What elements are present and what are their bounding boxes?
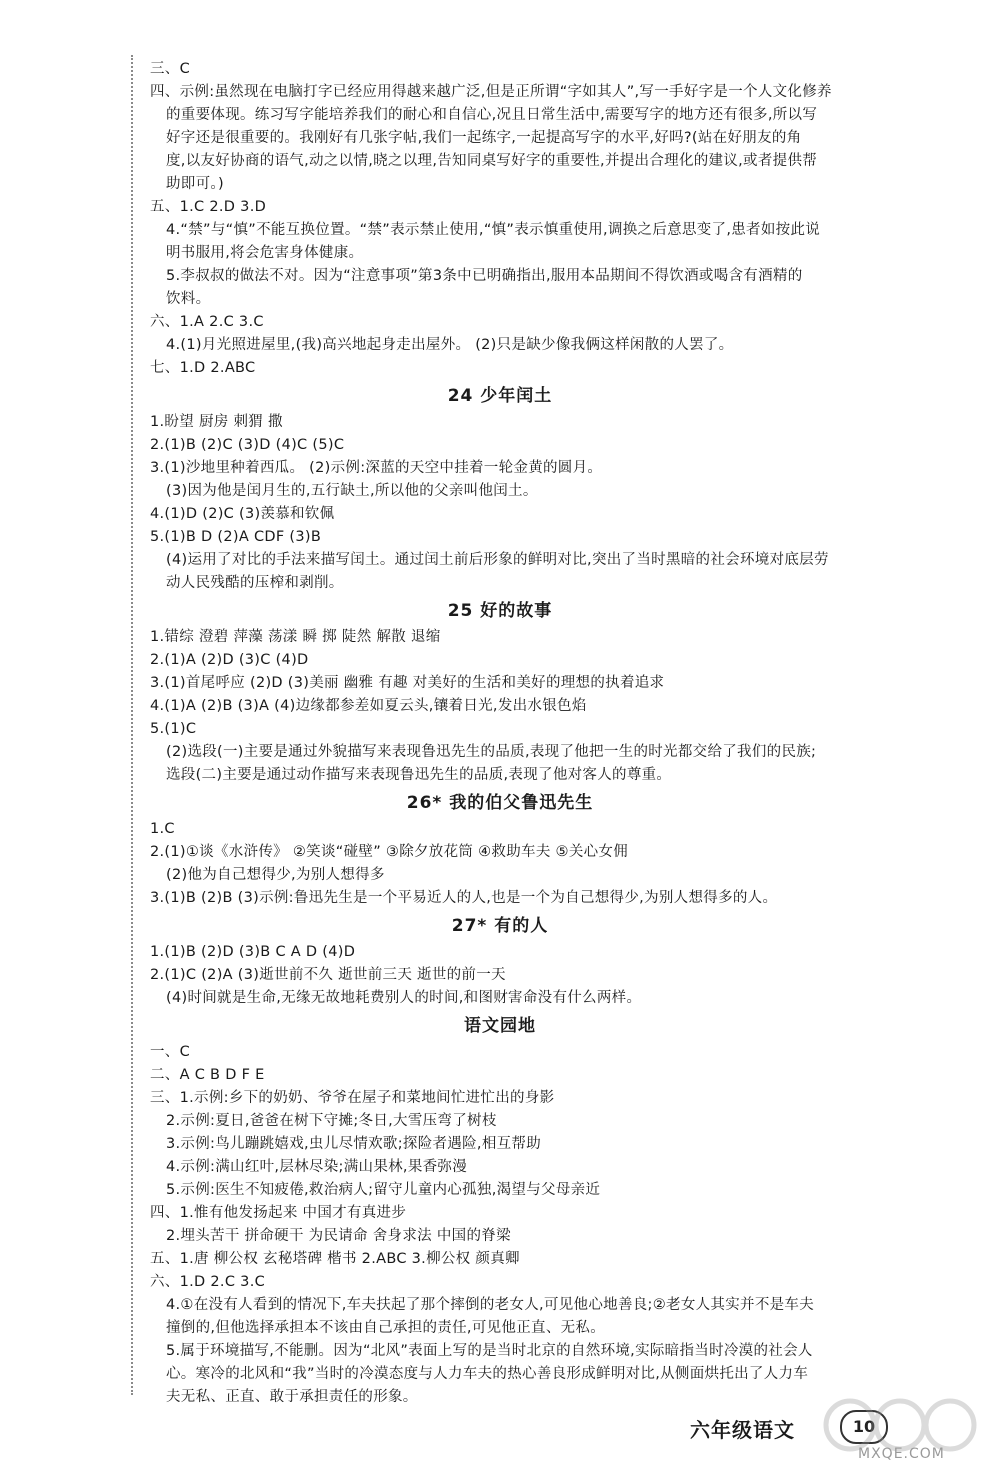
answer-line: 明书服用,将会危害身体健康。 [166,245,364,261]
answer-line: 3.(1)B (2)B (3)示例:鲁迅先生是一个平易近人的人,也是一个为自己想得少,为别人想得多的人。 [150,890,778,906]
section-heading: 26* 我的伯父鲁迅先生 [406,793,594,813]
answer-line: 心。寒冷的北风和“我”当时的冷漠态度与人力车夫的热心善良形成鲜明对比,从侧面烘托出了人力车 [166,1366,809,1382]
answer-line: 助即可。) [166,176,224,192]
answer-line: 3.(1)沙地里种着西瓜。 (2)示例:深蓝的天空中挂着一轮金黄的圆月。 [150,460,603,476]
answer-line: 4.(1)D (2)C (3)羡慕和钦佩 [150,506,335,522]
answer-line: 夫无私、正直、敢于承担责任的形象。 [166,1389,418,1405]
answer-line: 度,以友好协商的语气,动之以情,晓之以理,告知同桌写好字的重要性,并提出合理化的建议,或者提供帮 [166,153,818,169]
answer-line: 2.(1)B (2)C (3)D (4)C (5)C [150,437,345,453]
answer-line: 2.(1)C (2)A (3)逝世前不久 逝世前三天 逝世的前一天 [150,967,506,983]
answer-line: 2.埋头苦干 拼命硬干 为民请命 舍身求法 中国的脊梁 [166,1228,511,1244]
section-heading: 27* 有的人 [451,916,549,936]
answer-line: 1.错综 澄碧 萍藻 荡漾 瞬 掷 陡然 解散 退缩 [150,629,441,645]
answer-line: 1.盼望 厨房 刺猬 撒 [150,414,283,430]
answer-line: 2.(1)A (2)D (3)C (4)D [150,652,309,668]
section-heading: 25 好的故事 [447,601,553,621]
answer-line: 选段(二)主要是通过动作描写来表现鲁迅先生的品质,表现了他对客人的尊重。 [166,767,672,783]
answer-line: 动人民残酷的压榨和剥削。 [166,575,344,591]
answer-line: 2.示例:夏日,爸爸在树下守摊;冬日,大雪压弯了树枝 [166,1113,497,1129]
answer-line: 二、A C B D F E [150,1067,265,1083]
answer-content [150,58,850,1409]
answer-line: 4.(1)A (2)B (3)A (4)边缘都参差如夏云头,镶着日光,发出水银色焰 [150,698,587,714]
answer-line: 5.李叔叔的做法不对。因为“注意事项”第3条中已明确指出,服用本品期间不得饮酒或喝含有酒精的 [166,268,803,284]
answer-line: 4.“禁”与“慎”不能互换位置。“禁”表示禁止使用,“慎”表示慎重使用,调换之后意思变了,患者如按此说 [166,222,821,238]
answer-line: (4)运用了对比的手法来描写闰土。通过闰土前后形象的鲜明对比,突出了当时黑暗的社会环境对底层劳 [166,552,829,568]
answer-line: (2)他为自己想得少,为别人想得多 [166,867,385,883]
section-heading: 语文园地 [464,1016,536,1036]
answer-line: 1.(1)B (2)D (3)B C A D (4)D [150,944,356,960]
answer-line: 3.示例:鸟儿蹦跳嬉戏,虫儿尽情欢歌;探险者遇险,相互帮助 [166,1136,542,1152]
answer-line: 撞倒的,但他选择承担本不该由自己承担的责任,可见他正直、无私。 [166,1320,606,1336]
answer-line: 4.①在没有人看到的情况下,车夫扶起了那个摔倒的老女人,可见他心地善良;②老女人其实并不是车夫 [166,1297,815,1313]
binding-margin-line [131,55,133,1395]
answer-line: 5.示例:医生不知疲倦,救治病人;留守儿童内心孤独,渴望与父母亲近 [166,1182,601,1198]
answer-line: 1.C [150,821,175,837]
answer-line: 五、1.C 2.D 3.D [150,199,267,215]
answer-line: 5.(1)C [150,721,197,737]
answer-line: 六、1.D 2.C 3.C [150,1274,266,1290]
answer-line: 四、1.惟有他发扬起来 中国才有真进步 [150,1205,407,1221]
grade-subject-label: 六年级语文 [690,1418,795,1442]
answer-line: 饮料。 [166,291,211,307]
answer-line: 三、1.示例:乡下的奶奶、爷爷在屋子和菜地间忙进忙出的身影 [150,1090,555,1106]
answer-line: (3)因为他是闰月生的,五行缺土,所以他的父亲叫他闰土。 [166,483,538,499]
answer-line: 3.(1)首尾呼应 (2)D (3)美丽 幽雅 有趣 对美好的生活和美好的理想的执着追求 [150,675,665,691]
answer-line: 2.(1)①谈《水浒传》 ②笑谈“碰壁” ③除夕放花筒 ④救助车夫 ⑤关心女佣 [150,844,629,860]
answer-line: 七、1.D 2.ABC [150,360,256,376]
answer-line: 六、1.A 2.C 3.C [150,314,264,330]
answer-line: 一、C [150,1044,191,1060]
answer-line: 5.(1)B D (2)A CDF (3)B [150,529,322,545]
answer-line: 的重要体现。练习写字能培养我们的耐心和自信心,况且日常生活中,需要写字的地方还有很多,所以写 [166,107,818,123]
answer-line: 好字还是很重要的。我刚好有几张字帖,我们一起练字,一起提高写字的水平,好吗?(站在好朋友的角 [166,130,802,146]
answer-line: 5.属于环境描写,不能删。因为“北风”表面上写的是当时北京的自然环境,实际暗指当时冷漠的社会人 [166,1343,813,1359]
watermark-url: MXQE.COM [858,1446,945,1462]
answer-line: 五、1.唐 柳公权 玄秘塔碑 楷书 2.ABC 3.柳公权 颜真卿 [150,1251,520,1267]
answer-line: 4.(1)月光照进屋里,(我)高兴地起身走出屋外。 (2)只是缺少像我俩这样闲散的人罢了。 [166,337,734,353]
page-number: 10 [840,1410,888,1444]
section-heading: 24 少年闰土 [447,386,553,406]
answer-line: 三、C [150,61,191,77]
answer-line: (4)时间就是生命,无缘无故地耗费别人的时间,和图财害命没有什么两样。 [166,990,642,1006]
answer-line: 四、示例:虽然现在电脑打字已经应用得越来越广泛,但是正所谓“字如其人”,写一手好字是一个人文化修养 [150,84,832,100]
answer-line: 4.示例:满山红叶,层林尽染;满山果林,果香弥漫 [166,1159,468,1175]
answer-line: (2)选段(一)主要是通过外貌描写来表现鲁迅先生的品质,表现了他把一生的时光都交给了我们的民族; [166,744,817,760]
